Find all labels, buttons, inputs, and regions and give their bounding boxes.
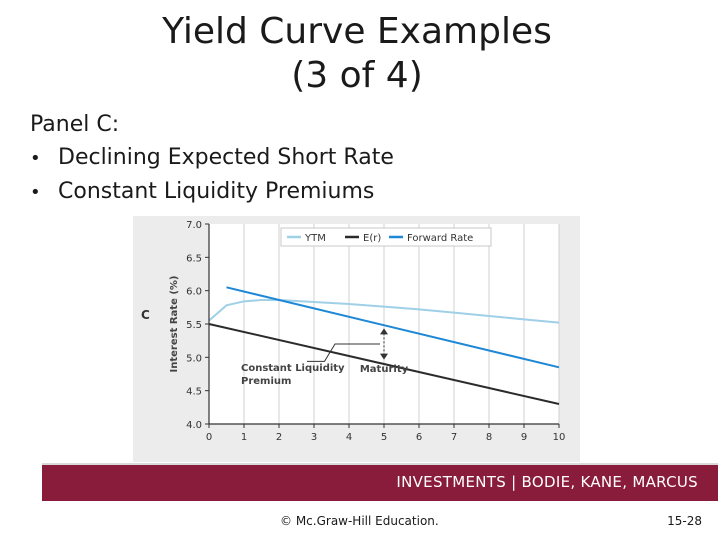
- bullet-glyph: •: [30, 182, 41, 203]
- bullet-text: Constant Liquidity Premiums: [58, 179, 375, 204]
- y-tick-label: 7.0: [186, 220, 202, 231]
- y-tick-label: 5.0: [186, 353, 202, 365]
- yield-curve-figure: [133, 216, 580, 462]
- x-tick-label: 0: [205, 432, 213, 443]
- y-axis-label: Interest Rate (%): [169, 275, 180, 373]
- x-tick-label: 2: [275, 432, 283, 443]
- bullet-item: [30, 175, 374, 210]
- x-tick-label: 8: [485, 432, 493, 443]
- panel-label: Panel C:: [30, 112, 120, 137]
- x-tick-label: 4: [345, 432, 353, 443]
- footer-banner: [42, 463, 718, 501]
- legend-label: E(r): [363, 233, 382, 244]
- y-tick-label: 6.5: [186, 253, 202, 265]
- y-tick-label: 4.5: [186, 386, 202, 398]
- x-tick-label: 1: [240, 432, 248, 443]
- bullet-glyph: •: [30, 148, 41, 169]
- x-tick-label: 3: [310, 432, 318, 443]
- y-tick-label: 5.5: [186, 320, 202, 331]
- panel-letter: C: [141, 308, 150, 322]
- x-tick-label: 10: [552, 432, 566, 443]
- slide-title: [0, 10, 714, 98]
- chart-legend: [281, 228, 491, 246]
- x-tick-label: 7: [450, 432, 458, 443]
- yield-curve-chart: [133, 216, 580, 462]
- bullet-item: [30, 141, 394, 176]
- legend-label: YTM: [305, 233, 326, 244]
- annotation-text-line-1: Constant Liquidity: [241, 363, 345, 374]
- banner-text: INVESTMENTS | BODIE, KANE, MARCUS: [396, 473, 698, 491]
- y-tick-label: 4.0: [186, 420, 202, 431]
- copyright-text: © Mc.Graw-Hill Education.: [280, 514, 439, 528]
- bullet-text: Declining Expected Short Rate: [58, 145, 394, 170]
- x-tick-label: 5: [380, 432, 388, 443]
- annotation-text-line-2: Premium: [241, 376, 292, 387]
- legend-label: Forward Rate: [407, 233, 474, 244]
- x-axis-label: Maturity: [359, 364, 409, 375]
- x-tick-label: 6: [415, 432, 423, 443]
- title-line-1: Yield Curve Examples: [162, 11, 552, 52]
- y-tick-label: 6.0: [186, 286, 202, 298]
- page-number: 15-28: [667, 514, 702, 528]
- x-tick-label: 9: [520, 432, 528, 443]
- title-line-2: (3 of 4): [291, 55, 423, 96]
